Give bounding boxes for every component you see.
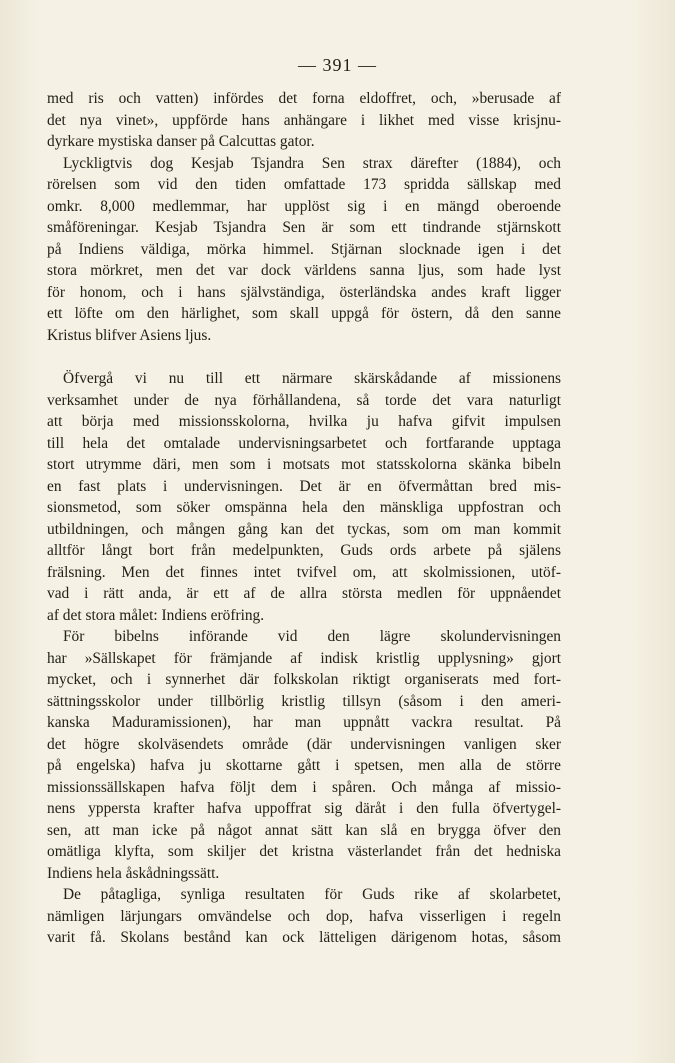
body-text [47,88,561,949]
text-line: stora mörkret, men det var dock världens sanna ljus, som hade lyst [47,262,561,279]
text-line: till hela det omtalade undervisningsarbetet och fortfarande upptaga [47,434,561,452]
text-line: sionsmetod, som söker omspänna hela den mänskliga uppfostran och [47,499,561,516]
text-line: nens yppersta krafter hafva uppoffrat sig däråt i den fulla öfvertygel- [47,800,561,817]
text-line: alltför långt bort från medelpunkten, Guds ords arbete på själens [47,542,561,559]
paragraph-4 [47,626,561,884]
text-line: sättningsskolor under tillbörlig kristlig tillsyn (såsom i den ameri- [47,692,561,710]
text-line: nämligen lärjungars omvändelse och dop, hafva visserligen i regeln [47,907,561,925]
text-line: verksamhet under de nya förhållandena, så torde det vara naturligt [47,391,561,409]
paragraph-5 [47,884,561,949]
text-line: utbildningen, och mången gång kan det tyckas, som om man kommit [47,520,561,538]
text-line: för honom, och i hans självständiga, österländska andes kraft ligger [47,283,561,301]
text-line: med ris och vatten) infördes det forna eldoffret, och, »berusade af [47,90,561,107]
text-line: ett löfte om den härlighet, som skall uppgå för östern, då den sanne [47,305,561,322]
text-line: på engelska) hafva ju skottarne gått i spetsen, men alla de större [47,757,561,774]
paragraph-1 [47,88,561,153]
text-line: De påtagliga, synliga resultaten för Guds rike af skolarbetet, [63,886,561,903]
text-line: dyrkare mystiska danser på Calcuttas gator. [47,133,315,150]
text-line: vad i rätt anda, är ett af de allra största medlen för uppnåendet [47,585,561,602]
text-line: För bibelns införande vid den lägre skolundervisningen [63,628,561,645]
text-line: på Indiens väldiga, mörka himmel. Stjärnan slocknade igen i det [47,240,561,258]
text-line: sen, att man icke på något annat sätt kan slå en brygga öfver den [47,821,561,839]
text-line: varit få. Skolans bestånd kan ock lätteligen därigenom hotas, såsom [47,929,561,946]
text-line: Kristus blifver Asiens ljus. [47,326,212,344]
page-number: — 391 — [298,55,377,75]
text-line: Öfvergå vi nu till ett närmare skärskådande af missionens [63,370,561,387]
text-line: missionssällskapen hafva följt dem i spåren. Och många af missio- [47,778,561,796]
text-line: småföreningar. Kesjab Tsjandra Sen är som ett tindrande stjärnskott [47,219,561,236]
paragraph-3 [47,368,561,626]
paragraph-gap [47,346,561,368]
text-line: mycket, och i synnerhet där folkskolan riktigt organiserats med fort- [47,671,561,688]
text-line: stort utrymme däri, men som i motsats mot statsskolorna skänka bibeln [47,456,561,473]
text-line: det högre skolväsendets område (där undervisningen vanligen sker [47,735,561,753]
text-line: det nya vinet», uppförde hans anhängare i likhet med visse krisjnu- [47,111,561,129]
text-line: omätliga klyfta, som skiljer det kristna västerlandet från det hedniska [47,843,561,860]
text-line: Lyckligtvis dog Kesjab Tsjandra Sen strax därefter (1884), och [63,154,561,172]
paragraph-2 [47,153,561,347]
text-line: rörelsen som vid den tiden omfattade 173 spridda sällskap med [47,176,561,193]
text-line: af det stora målet: Indiens eröfring. [47,606,265,624]
text-line: frälsning. Men det finnes intet tvifvel om, att skolmissionen, utöf- [47,563,561,581]
text-line: kanska Maduramissionen), har man uppnått vackra resultat. På [47,714,561,731]
text-line: att börja med missionsskolorna, hvilka ju hafva gifvit impulsen [47,413,561,430]
text-line: omkr. 8,000 medlemmar, har upplöst sig i en mängd oberoende [47,197,561,215]
text-line: har »Sällskapet för främjande af indisk kristlig upplysning» gjort [47,649,561,667]
text-line: en fast plats i undervisningen. Det är en öfvermåttan bred mis- [47,477,561,495]
text-line: Indiens hela åskådningssätt. [47,864,220,882]
